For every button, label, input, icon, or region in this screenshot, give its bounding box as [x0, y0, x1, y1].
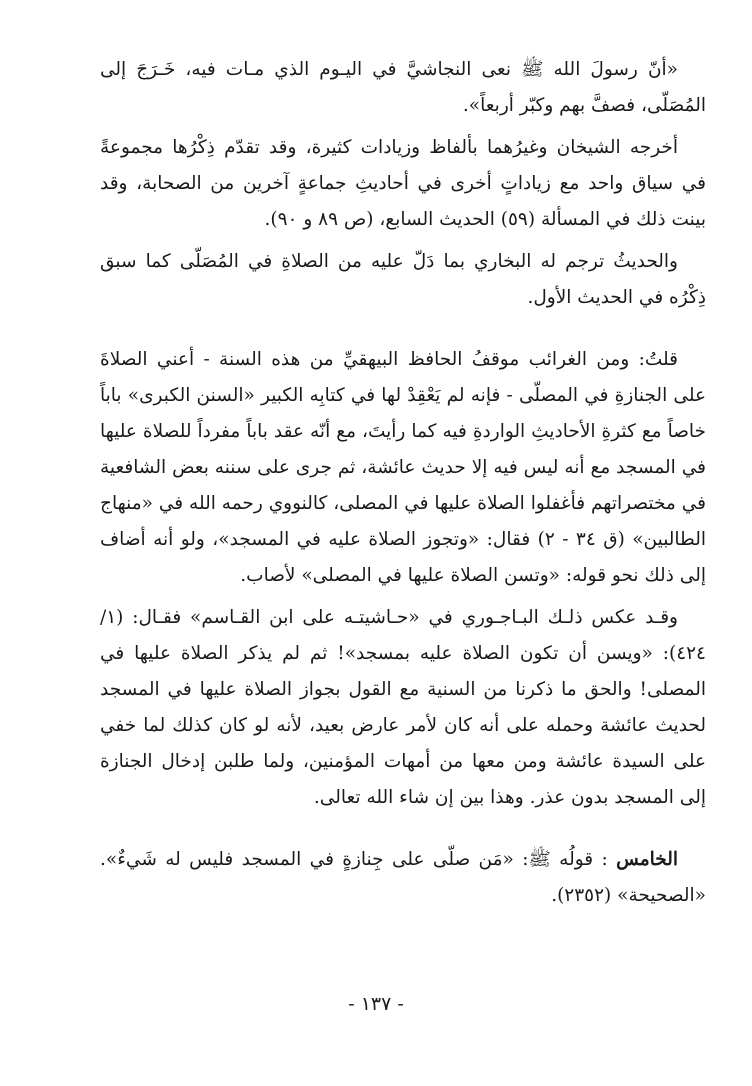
- author-comment-paragraph: قلتُ: ومن الغرائب موقفُ الحافظ البيهقيِّ من هذه السنة - أعني الصلاةَ على الجنازةِ في المصلّى - فإنه لم يَعْقِدْ لها في كتابِه الكبير «السنن الكبرى» باباً خاصاً مع كثرةِ الأحاديثِ الواردةِ فيه كما رأيتَ، مع أنّه عقد باباً مفرداً للصلاة عليها في المسجد مع أنه ليس فيه إلا حديث عائشة، ثم جرى على سننه بعض الشافعية في مختصراتهم فأغفلوا الصلاة عليها في المصلى، كالنووي رحمه الله في «منهاج الطالبين» (ق ٣٤ - ٢) فقال: «وتجوز الصلاة عليه في المسجد»، ولو أنه أضاف إلى ذلك نحو قوله: «وتسن الصلاة عليها في المصلى» لأصاب.: [100, 349, 707, 586]
- fifth-point-paragraph: [100, 842, 706, 914]
- page-body: [100, 52, 706, 914]
- fifth-point-text: : قولُه ﷺ: «مَن صلّى على جِنازةٍ في المسجد فليس له شَيءٌ». «الصحيحة» (٢٣٥٢).: [100, 849, 706, 906]
- takhrij-paragraph: أخرجه الشيخان وغيرُهما بألفاظ وزيادات كثيرة، وقد تقدّم ذِكْرُها مجموعةً في سياق واحد مع زياداتٍ أخرى في أحاديثِ جماعةٍ آخرين من الصحابة، وقد بينت ذلك في المسألة (٥٩) الحديث السابع، (ص ٨٩ و ٩٠).: [100, 137, 706, 230]
- bukhari-note-paragraph: والحديثُ ترجم له البخاري بما دَلّ عليه من الصلاةِ في المُصَلّى كما سبق ذِكْرُه في الحديث الأول.: [100, 251, 706, 308]
- bajuri-paragraph: وقـد عكس ذلـك البـاجـوري في «حـاشيتـه على ابن القـاسم» فقـال: (١/ ٤٢٤): «ويسن أن تكون الصلاة عليه بمسجد»! ثم لم يذكر الصلاة عليها في المصلى! والحق ما ذكرنا من السنية مع القول بجواز الصلاة عليها في المسجد لحديث عائشة وحمله على أنه كان لأمر عارض بعيد، لأنه لو كان كذلك لما خفي على السيدة عائشة ومن معها من أمهات المؤمنين، ولما طلبن إدخال الجنازة إلى المسجد بدون عذر. وهذا بين إن شاء الله تعالى.: [100, 607, 706, 808]
- hadith-quote: «أنّ رسولَ الله ﷺ نعى النجاشيَّ في اليـوم الذي مـات فيه، خَـرَجَ إلى المُصَلّى، فصفَّ بهم وكبّر أربعاً».: [100, 59, 706, 116]
- page-number: - ١٣٧ -: [348, 993, 404, 1015]
- fifth-point-label: الخامس: [616, 849, 678, 870]
